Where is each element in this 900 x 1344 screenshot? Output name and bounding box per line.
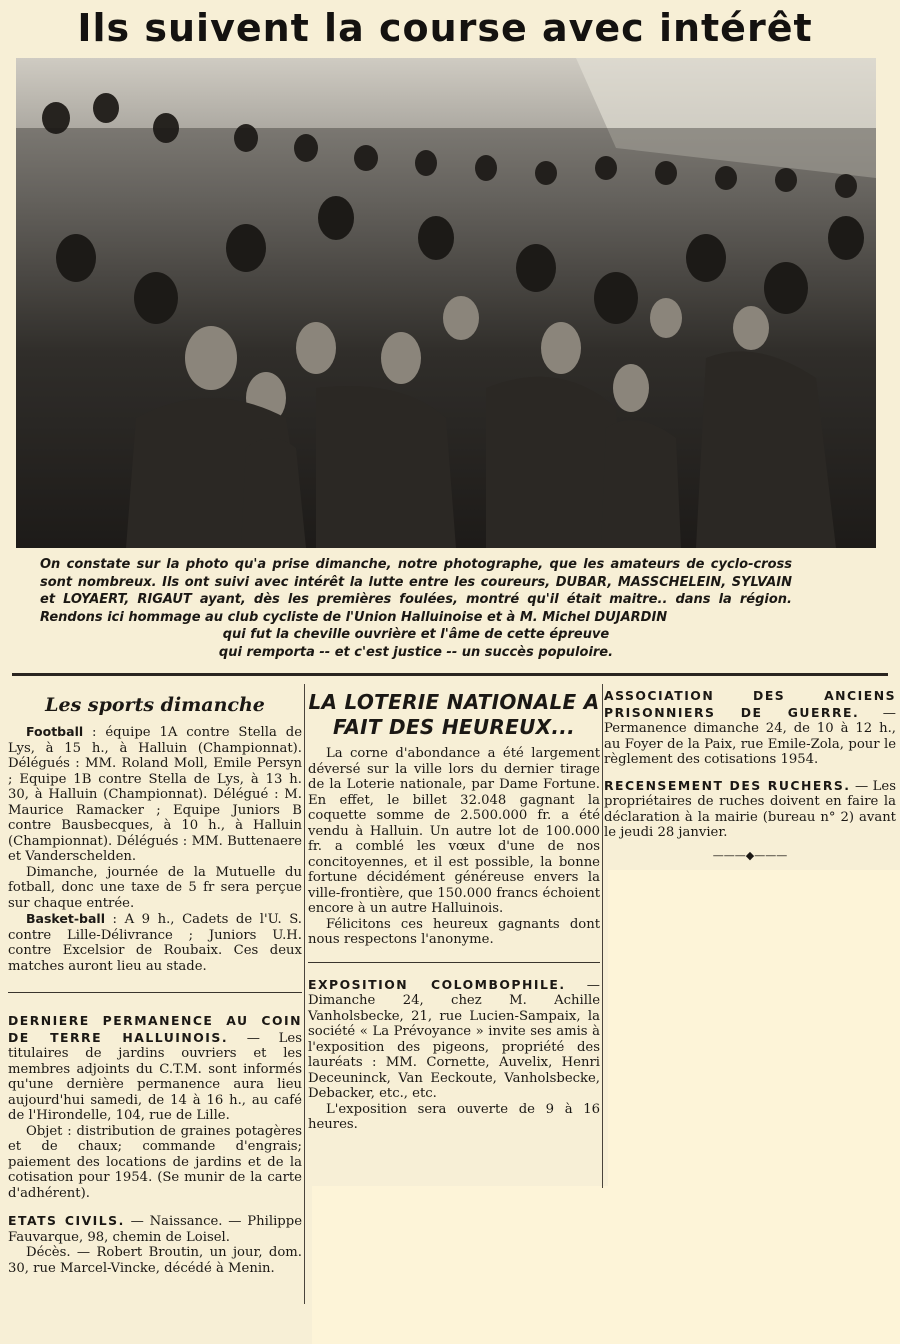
- background-scrap: [312, 1186, 608, 1344]
- loterie-paragraph-2: Félicitons ces heureux gagnants dont nous respectons l'anonyme.: [308, 916, 600, 947]
- basket-text: : A 9 h., Cadets de l'U. S. contre Lille-Délivrance ; Juniors U.H. contre Excelsior de Roubaix. Ces deux matches auront lieu au stade.: [8, 912, 302, 974]
- column-divider: [304, 684, 305, 1304]
- expo-hours: L'exposition sera ouverte de 9 à 16 heures.: [308, 1101, 600, 1132]
- ruchers-text: — Les propriétaires de ruches doivent en faire la déclaration à la mairie (bureau n° 2) avant le jeudi 28 janvier.: [604, 778, 896, 840]
- article-divider: [8, 992, 302, 993]
- expo-heading: EXPOSITION COLOMBOPHILE.: [308, 976, 566, 992]
- column-notices: [604, 688, 896, 863]
- loterie-paragraph-1: La corne d'abondance a été largement déversé sur la ville lors du dernier tirage de la Loterie nationale, par Dame Fortune. En effet, le billet 32.048 gagnant la coquette somme de 2.500.000 fr. a été vendu à Halluin. Un autre lot de 100.000 fr. a comblé les vœux d'une de nos concitoyennes, et il est possible, la bonne fortune décidément généreuse envers la ville-frontière, que 150.000 francs échoient encore à un autre Halluinois.: [308, 746, 600, 916]
- loterie-heading: LA LOTERIE NATIONALE A FAIT DES HEUREUX...: [308, 690, 600, 739]
- crowd-photo: [16, 58, 876, 548]
- football-paragraph: [8, 724, 302, 865]
- headline: Ils suivent la course avec intérêt: [77, 6, 813, 50]
- anciens-paragraph: [604, 688, 896, 768]
- sports-heading: Les sports dimanche: [45, 694, 265, 716]
- column-sports: [8, 692, 302, 1276]
- anciens-heading: ASSOCIATION DES ANCIENS PRISONNIERS DE GUERRE.: [604, 688, 896, 720]
- permanence-text: — Les titulaires de jardins ouvriers et les membres adjoints du C.T.M. sont informés qu'une dernière permanence aura lieu aujourd'hui samedi, de 14 à 16 h., au café de l'Hirondelle, 104, rue de Lille.: [8, 1030, 302, 1123]
- permanence-objet: Objet : distribution de graines potagères et de chaux; commande d'engrais; paiement des locations de jardins et de la cotisation pour 1954. (Se munir de la carte d'adhérent).: [8, 1123, 302, 1201]
- section-rule: [12, 673, 888, 676]
- etats-civils-paragraph: [8, 1213, 302, 1245]
- permanence-paragraph: [8, 1013, 302, 1124]
- anciens-text: — Permanence dimanche 24, de 10 à 12 h., au Foyer de la Paix, rue Emile-Zola, pour le règlement des cotisations 1954.: [604, 705, 896, 767]
- ruchers-heading: RECENSEMENT DES RUCHERS.: [604, 777, 851, 793]
- photo-caption: [40, 556, 792, 661]
- football-text: : équipe 1A contre Stella de Lys, à 15 h., à Halluin (Championnat). Délégués : MM. Roland Moll, Emile Persyn ; Equipe 1B contre Stella de Lys, à 13 h. 30, à Halluin (Championnat). Délégué : M. Maurice Ramacker ; Equipe Juniors B contre Bausbecques, à 10 h., à Halluin (Championnat). Délégués : MM. Buttenaere et Vanderschelden.: [8, 725, 302, 864]
- permanence-heading: DERNIERE PERMANENCE AU COIN DE TERRE HALLUINOIS.: [8, 1013, 302, 1045]
- caption-line-2: qui fut la cheville ouvrière et l'âme de cette épreuve: [222, 627, 610, 642]
- caption-main: On constate sur la photo qu'a prise dimanche, notre photographe, que les amateurs de cyclo-cross sont nombreux. Ils ont suivi avec intérêt la lutte entre les coureurs, DUBAR, MASSCHELEIN, SYLVAIN et LOYAERT, RIGAUT ayant, dès les premières foulées, montré qu'il était maitre.. dans la région. Rendons ici hommage au club cycliste de l'Union Halluinoise et à M. Michel DUJARDIN: [40, 557, 792, 625]
- background-scrap: [608, 870, 900, 1344]
- expo-paragraph: [308, 977, 600, 1102]
- crowd-photo-image: [16, 58, 876, 548]
- naissance-text: — Naissance. — Philippe Fauvarque, 98, chemin de Loisel.: [8, 1214, 302, 1245]
- deces-text: Décès. — Robert Broutin, un jour, dom. 30, rue Marcel-Vincke, décédé à Menin.: [8, 1245, 302, 1276]
- expo-text: — Dimanche 24, chez M. Achille Vanholsbecke, 21, rue Lucien-Sampaix, la société « La Prévoyance » invite ses amis à l'exposition des pigeons, propriété des lauréats : MM. Cornette, Auvelix, Henri Deceuninck, Van Eeckoute, Vanholsbecke, Debacker, etc., etc.: [308, 977, 600, 1101]
- basket-paragraph: [8, 911, 302, 974]
- ornament-divider: ———◆———: [712, 848, 788, 862]
- football-keyword: Football: [26, 724, 84, 739]
- ruchers-paragraph: [604, 778, 896, 841]
- etats-civils-heading: ETATS CIVILS.: [8, 1213, 125, 1228]
- column-loterie: [308, 690, 600, 1133]
- mutuelle-paragraph: Dimanche, journée de la Mutuelle du fotball, donc une taxe de 5 fr sera perçue sur chaque entrée.: [8, 864, 302, 911]
- basket-keyword: Basket-ball: [26, 911, 105, 926]
- caption-line-3: qui remporta -- et c'est justice -- un succès populoire.: [218, 644, 614, 660]
- column-divider: [602, 684, 603, 1188]
- article-divider: [308, 962, 600, 963]
